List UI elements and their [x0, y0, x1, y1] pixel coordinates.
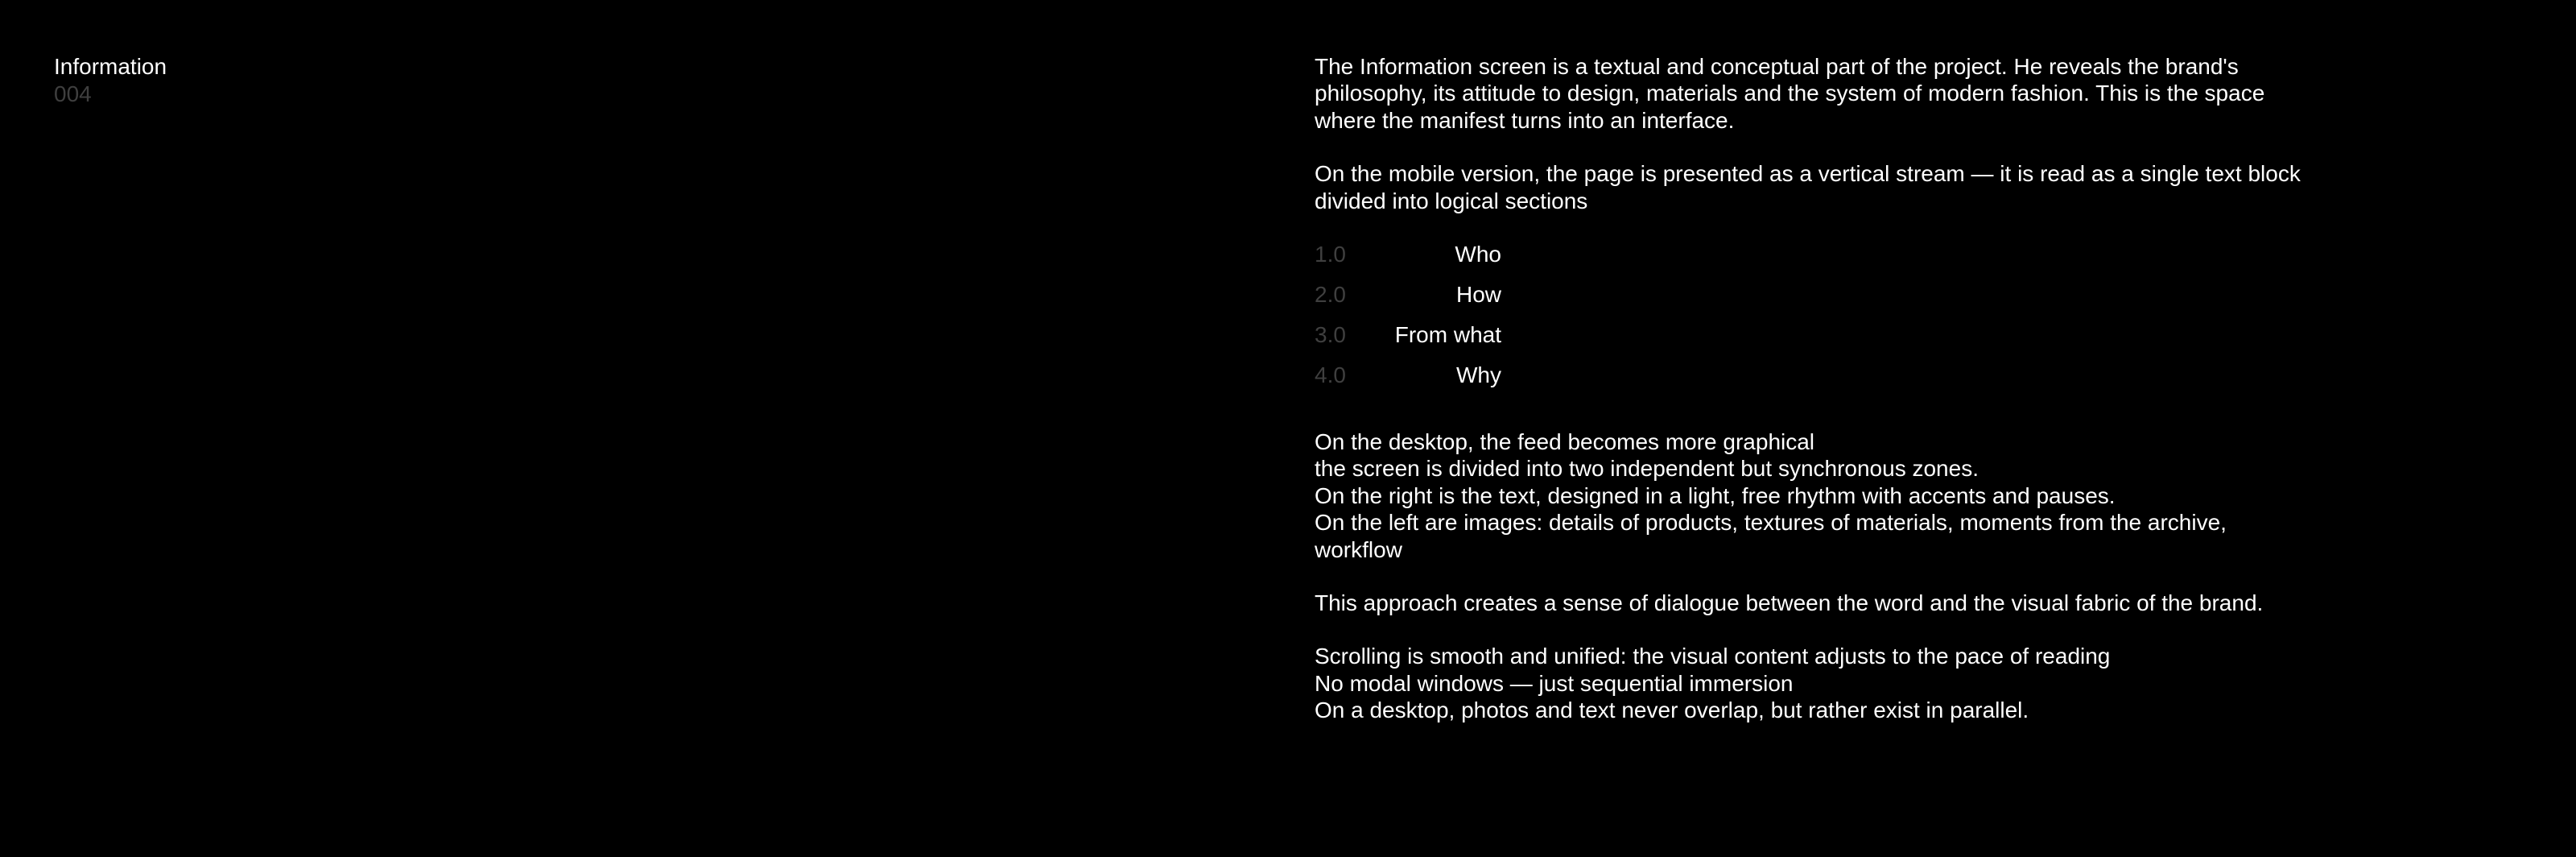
intro-line: philosophy, its attitude to design, materials and the system of modern fashion. This is the space: [1315, 81, 2265, 106]
section-item-from-what[interactable]: [1315, 321, 2409, 362]
scrolling-line: Scrolling is smooth and unified: the visual content adjusts to the pace of reading: [1315, 644, 2111, 669]
mobile-line: divided into logical sections: [1315, 188, 1588, 213]
desktop-line: On the left are images: details of products, textures of materials, moments from the archive,: [1315, 510, 2227, 536]
page-number: 004: [54, 81, 92, 106]
intro-paragraph: [1315, 53, 2409, 134]
intro-line: where the manifest turns into an interface.: [1315, 107, 1735, 133]
mobile-paragraph: [1315, 160, 2409, 214]
section-index: 1.0: [1315, 242, 1346, 267]
section-list: [1315, 241, 2409, 402]
scrolling-line: On a desktop, photos and text never overlap, but rather exist in parallel.: [1315, 698, 2029, 723]
section-label: Who: [1455, 242, 1501, 267]
scrolling-paragraph: [1315, 643, 2409, 723]
desktop-line: workflow: [1315, 536, 1402, 562]
approach-paragraph: [1315, 590, 2409, 616]
section-label: Why: [1456, 362, 1501, 388]
section-item-how[interactable]: [1315, 281, 2409, 321]
desktop-line: the screen is divided into two independent but synchronous zones.: [1315, 456, 1979, 482]
section-index: 3.0: [1315, 322, 1346, 348]
section-item-who[interactable]: [1315, 241, 2409, 281]
text-column: [1315, 53, 2409, 751]
mobile-line: On the mobile version, the page is presented as a vertical stream — it is read as a single text block: [1315, 161, 2301, 187]
desktop-line: On the right is the text, designed in a light, free rhythm with accents and pauses.: [1315, 482, 2116, 508]
page-title: Information: [54, 54, 167, 79]
section-item-why[interactable]: [1315, 362, 2409, 402]
section-label: How: [1455, 282, 1501, 308]
intro-line: The Information screen is a textual and conceptual part of the project. He reveals the brand's: [1315, 54, 2239, 79]
section-index: 2.0: [1315, 282, 1346, 308]
page-header: [54, 53, 167, 108]
desktop-line: On the desktop, the feed becomes more graphical: [1315, 429, 1815, 455]
desktop-paragraph: [1315, 428, 2409, 563]
approach-line: This approach creates a sense of dialogue between the word and the visual fabric of the brand.: [1315, 590, 2264, 616]
section-index: 4.0: [1315, 362, 1346, 388]
scrolling-line: No modal windows — just sequential immersion: [1315, 670, 1794, 696]
section-label: From what: [1394, 322, 1501, 348]
